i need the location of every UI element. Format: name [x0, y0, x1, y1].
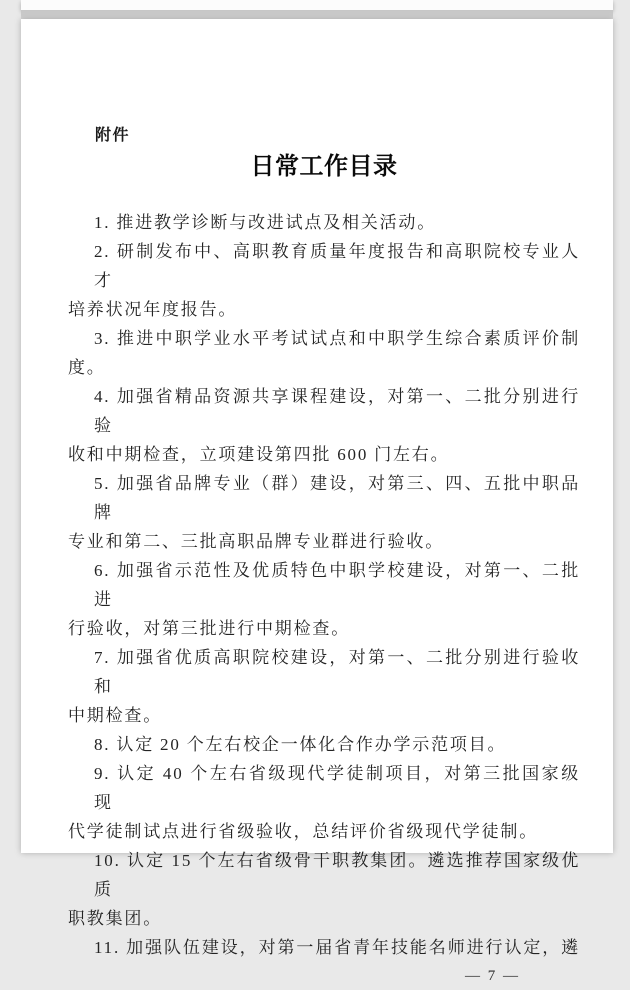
- body-line: 10. 认定 15 个左右省级骨干职教集团。遴选推荐国家级优质: [94, 851, 580, 899]
- body-line: 9. 认定 40 个左右省级现代学徒制项目，对第三批国家级现: [94, 764, 580, 812]
- body-line: 1. 推进教学诊断与改进试点及相关活动。: [94, 213, 436, 232]
- body-line: 行验收，对第三批进行中期检查。: [68, 619, 350, 638]
- body-line: 3. 推进中职学业水平考试试点和中职学生综合素质评价制: [94, 329, 580, 348]
- body-line: 7. 加强省优质高职院校建设，对第一、二批分别进行验收和: [94, 648, 580, 696]
- document-page: [21, 19, 613, 984]
- body-line: 11. 加强队伍建设，对第一届省青年技能名师进行认定，遴: [94, 938, 580, 957]
- previous-page-edge: [21, 0, 613, 10]
- body-line: 8. 认定 20 个左右校企一体化合作办学示范项目。: [94, 735, 507, 754]
- body-line: 度。: [68, 358, 106, 377]
- body-line: 5. 加强省品牌专业（群）建设，对第三、四、五批中职品牌: [94, 474, 580, 522]
- body-line: 中期检查。: [68, 706, 162, 725]
- document-body: [68, 208, 580, 962]
- body-line: 6. 加强省示范性及优质特色中职学校建设，对第一、二批进: [94, 561, 580, 609]
- body-line: 收和中期检查，立项建设第四批 600 门左右。: [68, 445, 450, 464]
- page-gap: [21, 10, 613, 19]
- body-line: 代学徒制试点进行省级验收，总结评价省级现代学徒制。: [68, 822, 538, 841]
- body-line: 培养状况年度报告。: [68, 300, 238, 319]
- body-line: 4. 加强省精品资源共享课程建设，对第一、二批分别进行验: [94, 387, 580, 435]
- body-line: 专业和第二、三批高职品牌专业群进行验收。: [68, 532, 444, 551]
- attachment-label: 附件: [95, 127, 131, 144]
- page-title: 日常工作目录: [250, 154, 398, 180]
- page-number: — 7 —: [465, 968, 520, 984]
- body-line: 职教集团。: [68, 909, 162, 928]
- body-line: 2. 研制发布中、高职教育质量年度报告和高职院校专业人才: [94, 242, 580, 290]
